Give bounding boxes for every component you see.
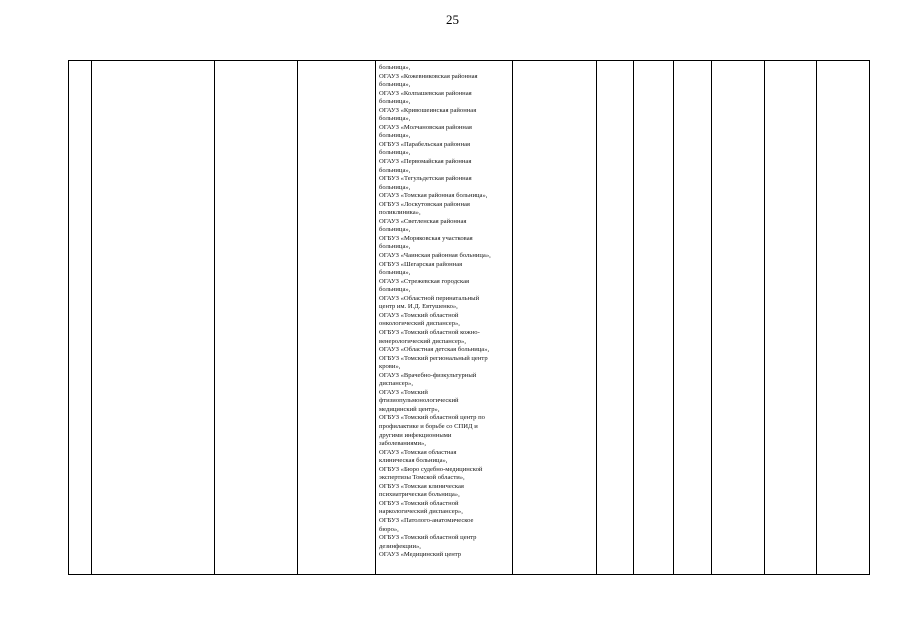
table-cell-3 xyxy=(215,61,298,575)
table-row xyxy=(69,61,870,575)
table-cell-9 xyxy=(674,61,712,575)
table-cell-4 xyxy=(298,61,376,575)
table-cell-8 xyxy=(634,61,674,575)
table-cell-12 xyxy=(817,61,870,575)
institutions-list-cell: больница», ОГАУЗ «Кожевниковская районная больница», ОГАУЗ «Колпашевская районная больница», ОГАУЗ «Кривошеинская районная больница», ОГАУЗ «Молчановская районная больница», ОГБУЗ «Парабельская районная больница», ОГАУЗ «Первомайская районная больница», ОГБУЗ «Тегульдетская районная больница», ОГАУЗ «Томская районная больница», ОГБУЗ «Лоскутовская районная поликлиника», ОГАУЗ «Светленская районная больница», ОГБУЗ «Моряковская участковая больница», ОГАУЗ «Чаинская районная больница», ОГБУЗ «Шегарская районная больница», ОГАУЗ «Стрежевская городская больница», ОГАУЗ «Областной перинатальный центр им. И.Д. Евтушенко», ОГАУЗ «Томский областной онкологический диспансер», ОГБУЗ «Томский областной кожно- венерологический диспансер», ОГАУЗ «Областная детская больница», ОГБУЗ «Томский региональный центр крови», ОГАУЗ «Врачебно-физкультурный диспансер», ОГАУЗ «Томский фтизиопульмонологический медицинский центр», ОГБУЗ «Томский областной центр по профилактике и борьбе со СПИД и другими инфекционными заболеваниями», ОГАУЗ «Томская областная клиническая больница», ОГБУЗ «Бюро судебно-медицинской экспертизы Томской области», ОГБУЗ «Томская клиническая психиатрическая больница», ОГБУЗ «Томский областной наркологический диспансер», ОГБУЗ «Патолого-анатомическое бюро», ОГБУЗ «Томский областной центр дезинфекции», ОГАУЗ «Медицинский центр xyxy=(376,61,513,575)
table-cell-1 xyxy=(69,61,92,575)
table-cell-11 xyxy=(765,61,817,575)
page-number: 25 xyxy=(446,12,459,27)
table-cell-6 xyxy=(513,61,597,575)
table-cell-7 xyxy=(597,61,634,575)
document-table xyxy=(68,60,870,575)
table-cell-10 xyxy=(712,61,765,575)
table-cell-2 xyxy=(92,61,215,575)
